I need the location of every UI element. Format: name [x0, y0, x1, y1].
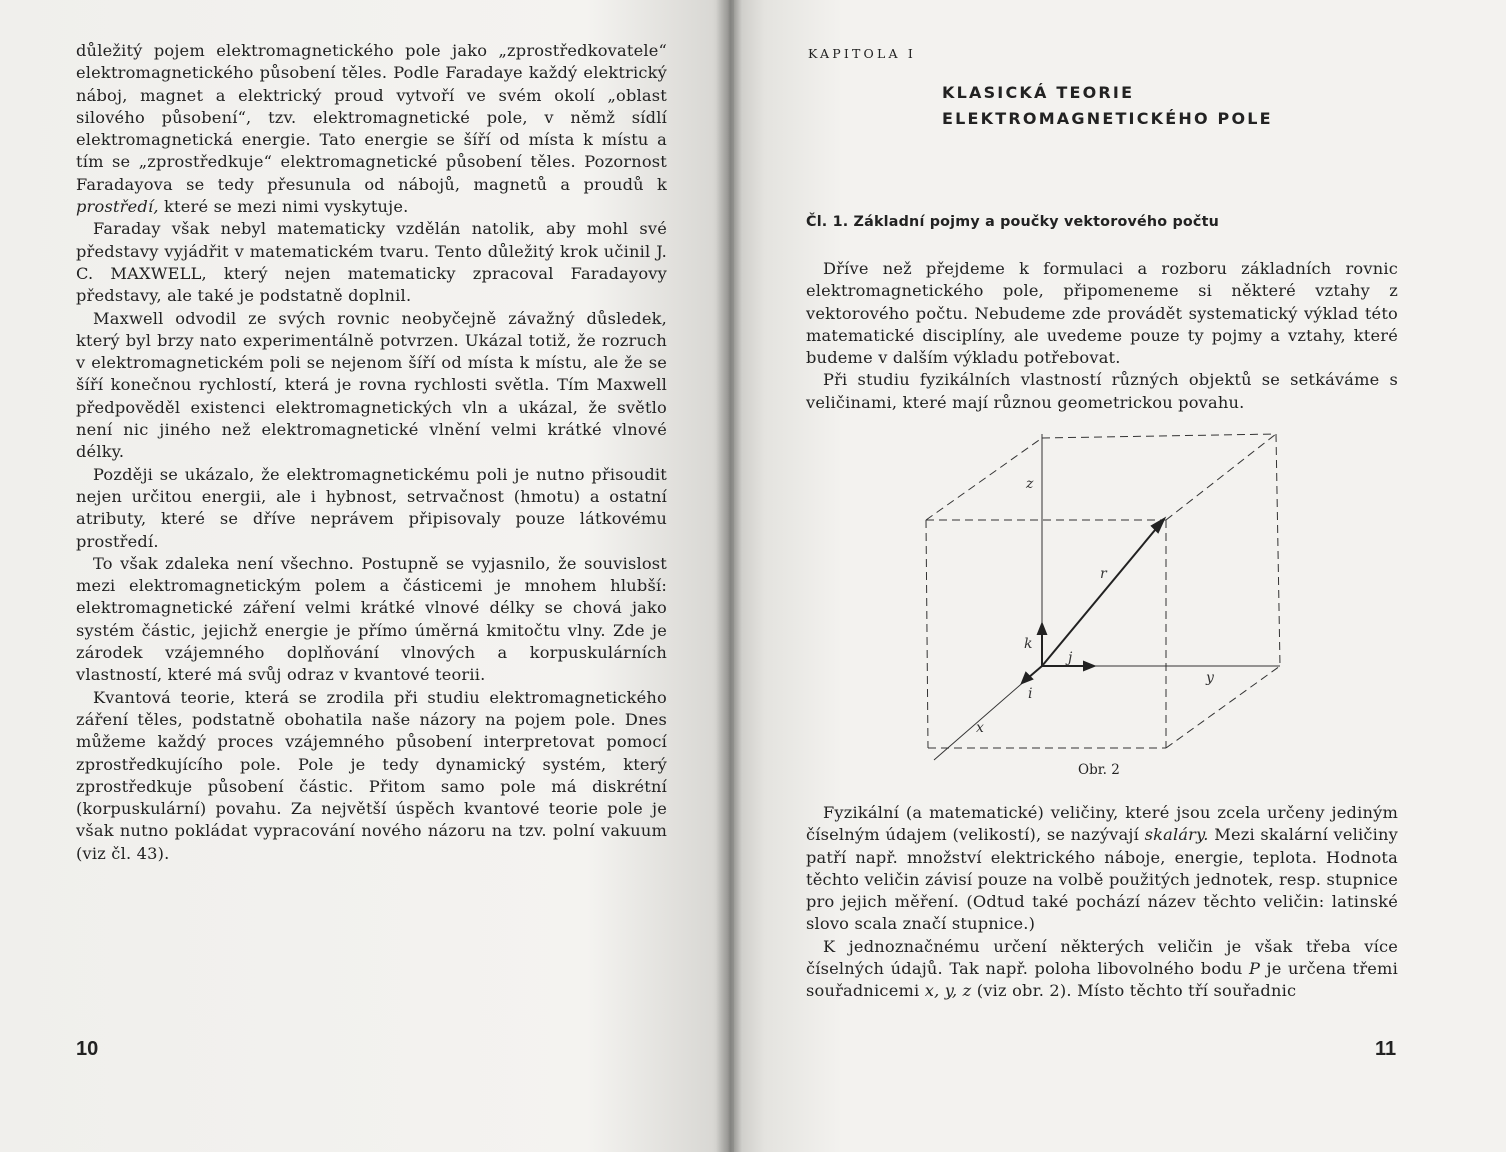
right-paragraph-1: Dříve než přejdeme k formulaci a rozboru základních rovnic elektromagnetického pole, připomeneme si některé vztahy z vektorového počtu. Nebudeme zde provádět systematický výklad této matematické disciplíny, ale uvedeme pouze ty pojmy a vztahy, které budeme v dalším výkladu potřebovat.	[806, 259, 1398, 368]
label-k: k	[1024, 636, 1033, 652]
label-z: z	[1026, 476, 1034, 492]
chapter-title-line-1: KLASICKÁ TEORIE	[942, 83, 1135, 102]
page-number-right: 11	[1375, 1038, 1397, 1060]
label-r: r	[1100, 566, 1107, 582]
figure-caption: Obr. 2	[1078, 762, 1120, 778]
cube-edge	[1276, 434, 1280, 666]
left-page-text	[76, 40, 667, 865]
right-bottom-text	[806, 802, 1398, 1003]
section-heading: Čl. 1. Základní pojmy a poučky vektorového počtu	[806, 214, 1219, 230]
chapter-title-line-2: ELEKTROMAGNETICKÉHO POLE	[942, 109, 1273, 128]
cube-edge	[926, 520, 928, 748]
chapter-title	[942, 80, 1302, 132]
right-paragraph-3: Fyzikální (a matematické) veličiny, které jsou zcela určeny jediným číselným údajem (velikostí), se nazývají skaláry. Mezi skalární veličiny patří např. množství elektrického náboje, energie, teplota. Hodnota těchto veličin závisí pouze na volbě použitých jednotek, resp. stupnice pro jejich měření. (Odtud také pochází název těchto veličin: latinské slovo scala značí stupnice.)	[806, 803, 1398, 934]
left-paragraph-4: Později se ukázalo, že elektromagnetickému poli je nutno přisoudit nejen určitou energii, ale i hybnost, setrvačnost (hmotu) a ostatní atributy, které se dříve neprávem připisovaly pouze látkovému prostředí.	[76, 464, 667, 551]
right-paragraph-4: K jednoznačnému určení některých veličin je však třeba více číselných údajů. Tak např. poloha libovolného bodu P je určena třemi souřadnicemi x, y, z (viz obr. 2). Místo těchto tří souřadnic	[806, 936, 1398, 1001]
cube-edge	[1166, 666, 1280, 748]
r-vector	[1042, 524, 1160, 666]
left-paragraph-6: Kvantová teorie, která se zrodila při studiu elektromagnetického záření těles, podstatně obohatila naše názory na pojem pole. Dnes můžeme každý proces vzájemného působení interpretovat pomocí zprostředkujícího pole. Pole je tedy dynamický systém, který zprostředkuje působení částic. Přitom samo pole má diskrétní (korpuskulární) povahu. Za největší úspěch kvantové teorie pole je však nutno pokládat vypracování nového názoru na tzv. polní vakuum (viz čl. 43).	[76, 687, 667, 863]
page-number-left: 10	[76, 1038, 99, 1060]
left-paragraph-3: Maxwell odvodil ze svých rovnic neobyčejně závažný důsledek, který byl brzy nato experimentálně potvrzen. Ukázal totiž, že rozruch v elektromagnetickém poli se nejenom šíří od místa k místu, ale že se šíří konečnou rychlostí, která je rovna rychlosti světla. Tím Maxwell předpověděl existenci elektromagnetických vln a ukázal, že světlo není nic jiného než elektromagnetické vlnění velmi krátké vlnové délky.	[76, 308, 667, 462]
book-gutter	[716, 0, 742, 1152]
right-paragraph-2: Při studiu fyzikálních vlastností různých objektů se setkáváme s veličinami, které mají různou geometrickou povahu.	[806, 370, 1398, 412]
i-vector-arrowhead	[1022, 673, 1032, 683]
cube-edge	[1042, 434, 1276, 438]
right-intro-text	[806, 258, 1398, 414]
chapter-label: KAPITOLA I	[808, 46, 917, 61]
left-paragraph-5: To však zdaleka není všechno. Postupně se vyjasnilo, že souvislost mezi elektromagnetickým polem a částicemi je mnohem hlubší: elektromagnetické záření velmi krátké vlnové délky se chová jako systém částic, jejichž energie je přímo úměrná kmitočtu vlny. Zde je zárodek vzájemného doplňování vlnových a korpuskulárních vlastností, které má svůj odraz v kvantové teorii.	[76, 553, 667, 685]
label-j: j	[1068, 650, 1073, 666]
label-y: y	[1206, 670, 1214, 686]
left-paragraph-1: důležitý pojem elektromagnetického pole jako „zprostředkovatele“ elektromagnetického působení těles. Podle Faradaye každý elektrický náboj, magnet a elektrický proud vytvoří ve svém okolí „oblast silového působení“, tzv. elektromagnetické pole, v němž sídlí elektromagnetická energie. Tato energie se šíří od místa k místu a tím se „zprostředkuje“ elektromagnetické působení těles. Pozornost Faradayova se tedy přesunula od nábojů, magnetů a proudů k prostředí, které se mezi nimi vyskytuje.	[76, 41, 667, 217]
j-vector-arrowhead	[1084, 662, 1094, 670]
coordinate-cube-figure	[900, 420, 1300, 780]
cube-edge	[926, 438, 1042, 520]
k-vector-arrowhead	[1038, 624, 1046, 634]
cube-edge	[1166, 434, 1276, 520]
label-i: i	[1028, 686, 1033, 702]
left-paragraph-2: Faraday však nebyl matematicky vzdělán natolik, aby mohl své představy vyjádřit v matematickém tvaru. Tento důležitý krok učinil J. C. MAXWELL, který nejen matematicky zpracoval Faradayovy představy, ale také je podstatně doplnil.	[76, 219, 667, 306]
label-x: x	[976, 720, 984, 736]
